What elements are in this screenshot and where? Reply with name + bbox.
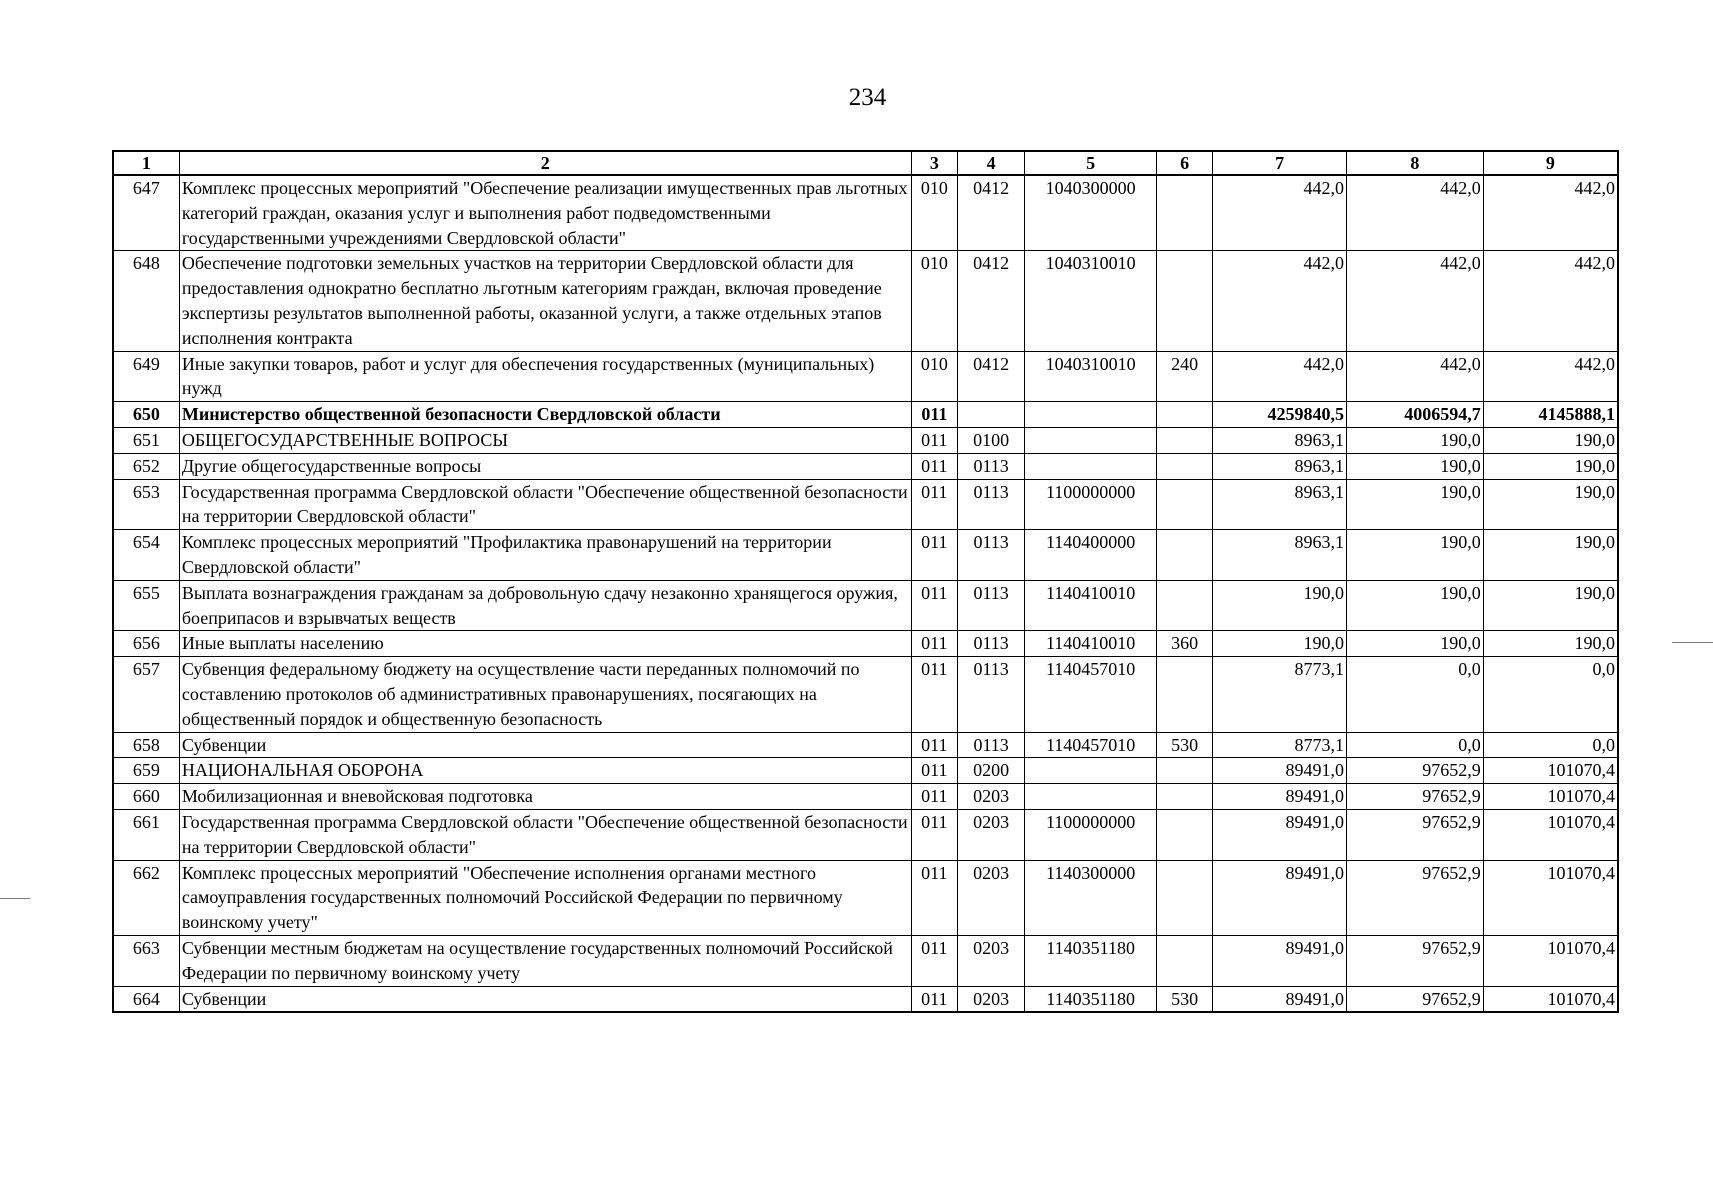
row-name: Другие общегосударственные вопросы: [179, 453, 911, 479]
amount-col8: 97652,9: [1346, 860, 1483, 935]
table-row: [113, 631, 1618, 657]
row-name: Комплекс процессных мероприятий "Обеспечение реализации имущественных прав льготных категорий граждан, оказания услуг и выполнения работ подведомственными государственными учреждениями Свердловской области": [179, 175, 911, 251]
table-row: [113, 580, 1618, 631]
amount-col8: 442,0: [1346, 175, 1483, 251]
page-number: 234: [848, 84, 887, 111]
row-number: 659: [113, 758, 179, 784]
code-section: 011: [911, 580, 957, 631]
code-section: 011: [911, 530, 957, 581]
code-section: 011: [911, 986, 957, 1012]
amount-col9: 442,0: [1483, 351, 1618, 402]
code-target: 1140300000: [1025, 860, 1157, 935]
code-subsection: 0113: [957, 479, 1024, 530]
row-name: Субвенции: [179, 986, 911, 1012]
row-number: 653: [113, 479, 179, 530]
code-target: 1040310010: [1025, 351, 1157, 402]
code-expense-type: [1156, 453, 1212, 479]
code-expense-type: [1156, 784, 1212, 810]
code-subsection: 0113: [957, 657, 1024, 732]
row-number: 649: [113, 351, 179, 402]
code-expense-type: [1156, 530, 1212, 581]
code-target: 1040310010: [1025, 251, 1157, 351]
edge-mark-right: [1672, 642, 1713, 643]
row-name: НАЦИОНАЛЬНАЯ ОБОРОНА: [179, 758, 911, 784]
table-row: [113, 351, 1618, 402]
code-target: 1140457010: [1025, 732, 1157, 758]
code-target: 1100000000: [1025, 479, 1157, 530]
table-row: [113, 251, 1618, 351]
table-row: [113, 935, 1618, 986]
amount-col9: 101070,4: [1483, 860, 1618, 935]
row-name: Министерство общественной безопасности Свердловской области: [179, 402, 911, 428]
table-row: [113, 784, 1618, 810]
amount-col9: 101070,4: [1483, 809, 1618, 860]
amount-col8: 4006594,7: [1346, 402, 1483, 428]
amount-col9: 190,0: [1483, 530, 1618, 581]
code-section: 011: [911, 784, 957, 810]
row-number: 660: [113, 784, 179, 810]
row-number: 661: [113, 809, 179, 860]
code-section: 011: [911, 453, 957, 479]
code-subsection: 0113: [957, 453, 1024, 479]
code-subsection: 0113: [957, 631, 1024, 657]
amount-col9: 101070,4: [1483, 758, 1618, 784]
amount-col7: 8773,1: [1213, 657, 1347, 732]
row-number: 655: [113, 580, 179, 631]
amount-col9: 190,0: [1483, 631, 1618, 657]
table-row: [113, 530, 1618, 581]
table-row: [113, 986, 1618, 1012]
code-target: [1025, 453, 1157, 479]
amount-col8: 97652,9: [1346, 809, 1483, 860]
column-header: 6: [1156, 151, 1212, 175]
row-number: 664: [113, 986, 179, 1012]
amount-col7: 8963,1: [1213, 453, 1347, 479]
code-subsection: 0113: [957, 732, 1024, 758]
amount-col8: 97652,9: [1346, 935, 1483, 986]
budget-table: [112, 150, 1619, 1013]
code-expense-type: 360: [1156, 631, 1212, 657]
table-row: [113, 479, 1618, 530]
code-target: [1025, 758, 1157, 784]
row-name: Комплекс процессных мероприятий "Обеспечение исполнения органами местного самоуправления государственных полномочий Российской Федерации по первичному воинскому учету": [179, 860, 911, 935]
amount-col7: 8963,1: [1213, 479, 1347, 530]
table-row: [113, 657, 1618, 732]
row-number: 657: [113, 657, 179, 732]
edge-mark-left: [0, 898, 30, 899]
code-subsection: 0203: [957, 935, 1024, 986]
code-expense-type: 530: [1156, 732, 1212, 758]
code-subsection: 0203: [957, 784, 1024, 810]
row-number: 652: [113, 453, 179, 479]
code-target: 1140400000: [1025, 530, 1157, 581]
amount-col8: 190,0: [1346, 453, 1483, 479]
amount-col9: 101070,4: [1483, 935, 1618, 986]
code-section: 010: [911, 175, 957, 251]
amount-col9: 190,0: [1483, 427, 1618, 453]
row-name: Выплата вознаграждения гражданам за добровольную сдачу незаконно хранящегося оружия, боеприпасов и взрывчатых веществ: [179, 580, 911, 631]
code-expense-type: [1156, 175, 1212, 251]
amount-col8: 97652,9: [1346, 986, 1483, 1012]
amount-col7: 442,0: [1213, 351, 1347, 402]
code-target: [1025, 784, 1157, 810]
code-expense-type: [1156, 402, 1212, 428]
code-section: 010: [911, 351, 957, 402]
code-subsection: 0412: [957, 175, 1024, 251]
amount-col9: 190,0: [1483, 580, 1618, 631]
column-header: 8: [1346, 151, 1483, 175]
code-expense-type: 530: [1156, 986, 1212, 1012]
row-name: Иные закупки товаров, работ и услуг для обеспечения государственных (муниципальных) нужд: [179, 351, 911, 402]
code-expense-type: [1156, 935, 1212, 986]
code-section: 011: [911, 402, 957, 428]
code-subsection: 0203: [957, 860, 1024, 935]
row-name: Государственная программа Свердловской области "Обеспечение общественной безопасности на территории Свердловской области": [179, 479, 911, 530]
amount-col9: 0,0: [1483, 732, 1618, 758]
amount-col7: 442,0: [1213, 175, 1347, 251]
code-section: 010: [911, 251, 957, 351]
row-number: 658: [113, 732, 179, 758]
amount-col9: 101070,4: [1483, 986, 1618, 1012]
table-row: [113, 732, 1618, 758]
code-expense-type: [1156, 809, 1212, 860]
table-row: [113, 402, 1618, 428]
code-expense-type: [1156, 580, 1212, 631]
code-section: 011: [911, 809, 957, 860]
row-name: Иные выплаты населению: [179, 631, 911, 657]
amount-col7: 8963,1: [1213, 427, 1347, 453]
amount-col9: 190,0: [1483, 479, 1618, 530]
code-expense-type: [1156, 860, 1212, 935]
amount-col7: 190,0: [1213, 631, 1347, 657]
row-number: 656: [113, 631, 179, 657]
column-header: 3: [911, 151, 957, 175]
code-section: 011: [911, 935, 957, 986]
amount-col7: 190,0: [1213, 580, 1347, 631]
table-row: [113, 453, 1618, 479]
row-number: 650: [113, 402, 179, 428]
code-section: 011: [911, 479, 957, 530]
amount-col7: 8773,1: [1213, 732, 1347, 758]
code-target: 1140410010: [1025, 631, 1157, 657]
code-expense-type: [1156, 657, 1212, 732]
amount-col9: 0,0: [1483, 657, 1618, 732]
amount-col9: 4145888,1: [1483, 402, 1618, 428]
code-section: 011: [911, 657, 957, 732]
code-section: 011: [911, 631, 957, 657]
code-subsection: 0412: [957, 351, 1024, 402]
column-header: 2: [179, 151, 911, 175]
amount-col7: 89491,0: [1213, 860, 1347, 935]
code-subsection: 0412: [957, 251, 1024, 351]
amount-col8: 190,0: [1346, 580, 1483, 631]
amount-col7: 8963,1: [1213, 530, 1347, 581]
amount-col8: 0,0: [1346, 732, 1483, 758]
code-expense-type: [1156, 479, 1212, 530]
code-target: [1025, 427, 1157, 453]
table-row: [113, 758, 1618, 784]
table-row: [113, 427, 1618, 453]
row-number: 647: [113, 175, 179, 251]
row-name: Субвенции: [179, 732, 911, 758]
row-number: 648: [113, 251, 179, 351]
amount-col8: 0,0: [1346, 657, 1483, 732]
code-section: 011: [911, 860, 957, 935]
amount-col8: 442,0: [1346, 251, 1483, 351]
code-section: 011: [911, 758, 957, 784]
amount-col8: 190,0: [1346, 479, 1483, 530]
row-number: 663: [113, 935, 179, 986]
code-expense-type: 240: [1156, 351, 1212, 402]
code-target: 1140351180: [1025, 935, 1157, 986]
row-number: 662: [113, 860, 179, 935]
code-expense-type: [1156, 758, 1212, 784]
row-name: ОБЩЕГОСУДАРСТВЕННЫЕ ВОПРОСЫ: [179, 427, 911, 453]
code-subsection: 0203: [957, 809, 1024, 860]
amount-col8: 190,0: [1346, 631, 1483, 657]
amount-col9: 442,0: [1483, 175, 1618, 251]
table-row: [113, 175, 1618, 251]
amount-col7: 89491,0: [1213, 809, 1347, 860]
code-expense-type: [1156, 427, 1212, 453]
amount-col7: 89491,0: [1213, 758, 1347, 784]
amount-col7: 4259840,5: [1213, 402, 1347, 428]
column-header: 5: [1025, 151, 1157, 175]
amount-col7: 442,0: [1213, 251, 1347, 351]
code-target: 1040300000: [1025, 175, 1157, 251]
column-header: 7: [1213, 151, 1347, 175]
amount-col8: 97652,9: [1346, 758, 1483, 784]
row-name: Субвенции местным бюджетам на осуществление государственных полномочий Российской Федерации по первичному воинскому учету: [179, 935, 911, 986]
row-name: Комплекс процессных мероприятий "Профилактика правонарушений на территории Свердловской области": [179, 530, 911, 581]
amount-col8: 97652,9: [1346, 784, 1483, 810]
table-row: [113, 809, 1618, 860]
column-header: 9: [1483, 151, 1618, 175]
amount-col7: 89491,0: [1213, 986, 1347, 1012]
table-row: [113, 860, 1618, 935]
amount-col7: 89491,0: [1213, 784, 1347, 810]
amount-col8: 190,0: [1346, 427, 1483, 453]
code-target: 1140351180: [1025, 986, 1157, 1012]
code-subsection: 0113: [957, 530, 1024, 581]
code-subsection: 0203: [957, 986, 1024, 1012]
code-expense-type: [1156, 251, 1212, 351]
row-name: Государственная программа Свердловской области "Обеспечение общественной безопасности на территории Свердловской области": [179, 809, 911, 860]
code-subsection: [957, 402, 1024, 428]
column-header: 4: [957, 151, 1024, 175]
code-target: 1100000000: [1025, 809, 1157, 860]
code-target: 1140410010: [1025, 580, 1157, 631]
amount-col7: 89491,0: [1213, 935, 1347, 986]
amount-col8: 190,0: [1346, 530, 1483, 581]
row-number: 654: [113, 530, 179, 581]
code-target: [1025, 402, 1157, 428]
code-section: 011: [911, 732, 957, 758]
code-section: 011: [911, 427, 957, 453]
column-header-row: [113, 151, 1618, 175]
amount-col9: 101070,4: [1483, 784, 1618, 810]
code-subsection: 0200: [957, 758, 1024, 784]
row-name: Обеспечение подготовки земельных участков на территории Свердловской области для предоставления однократно бесплатно льготным категориям граждан, включая проведение экспертизы результатов выполненной работы, оказанной услуги, а также отдельных этапов исполнения контракта: [179, 251, 911, 351]
amount-col9: 190,0: [1483, 453, 1618, 479]
column-header: 1: [113, 151, 179, 175]
row-name: Субвенция федеральному бюджету на осуществление части переданных полномочий по составлению протоколов об административных правонарушениях, посягающих на общественный порядок и общественную безопасность: [179, 657, 911, 732]
row-number: 651: [113, 427, 179, 453]
amount-col8: 442,0: [1346, 351, 1483, 402]
row-name: Мобилизационная и вневойсковая подготовка: [179, 784, 911, 810]
code-target: 1140457010: [1025, 657, 1157, 732]
amount-col9: 442,0: [1483, 251, 1618, 351]
code-subsection: 0100: [957, 427, 1024, 453]
code-subsection: 0113: [957, 580, 1024, 631]
